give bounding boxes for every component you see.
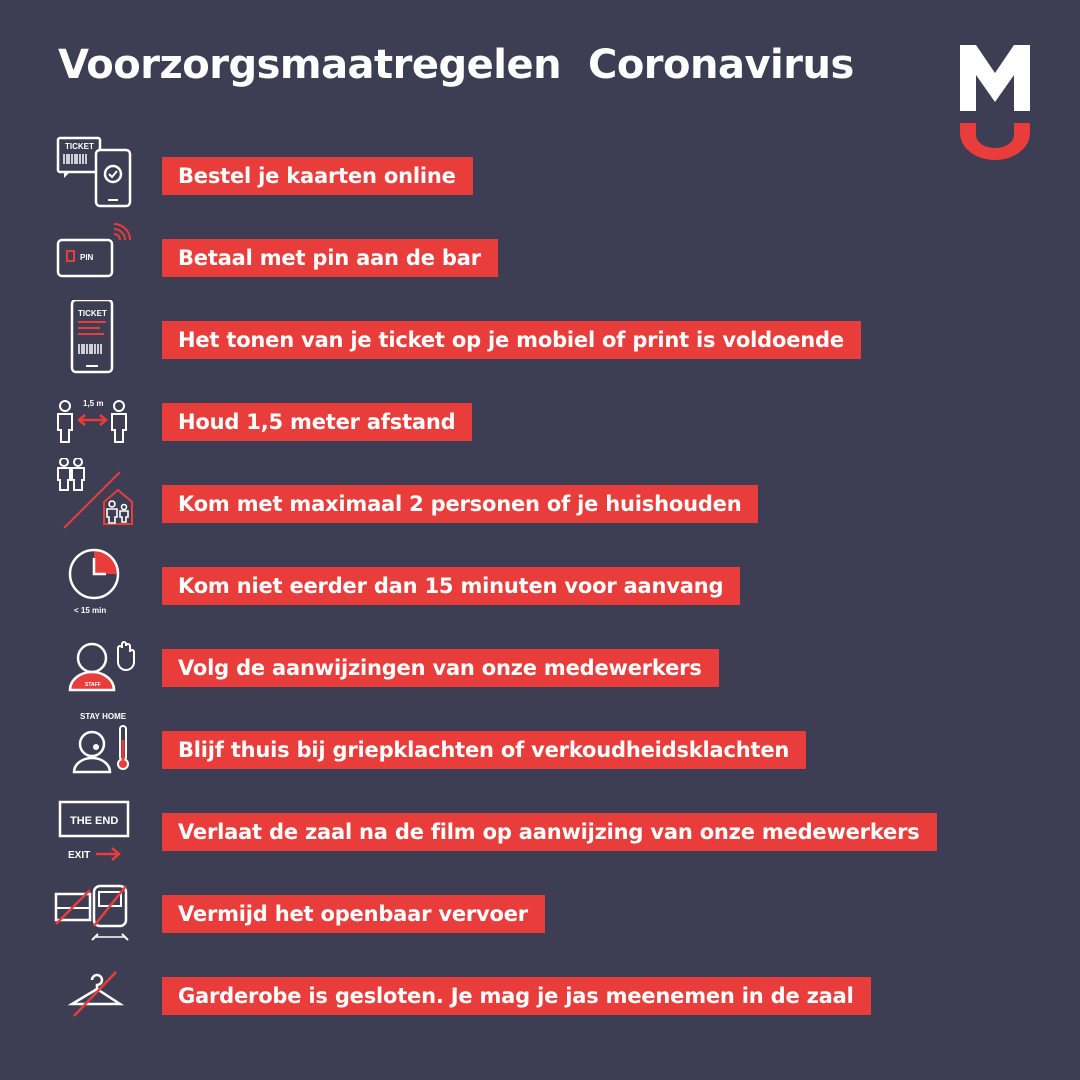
- rule-row: [0, 300, 1080, 382]
- svg-text:TICKET: TICKET: [65, 142, 94, 151]
- svg-text:< 15 min: < 15 min: [74, 606, 107, 615]
- mobile-ticket-icon: [50, 300, 140, 382]
- rule-label: Kom niet eerder dan 15 minuten voor aanvang: [162, 567, 740, 605]
- sick-person-icon: [50, 710, 140, 792]
- household-icon: [50, 464, 140, 546]
- rule-row: [0, 136, 1080, 218]
- rule-label: Vermijd het openbaar vervoer: [162, 895, 545, 933]
- ticket-phone-icon: [50, 136, 140, 218]
- svg-text:STAY HOME: STAY HOME: [80, 712, 127, 721]
- svg-text:EXIT: EXIT: [68, 850, 91, 861]
- rule-label: Volg de aanwijzingen van onze medewerkers: [162, 649, 719, 687]
- rule-label: Houd 1,5 meter afstand: [162, 403, 472, 441]
- rule-row: [0, 628, 1080, 710]
- rule-row: [0, 710, 1080, 792]
- no-coat-hanger-icon: [50, 956, 140, 1038]
- rule-row: [0, 464, 1080, 546]
- exit-screen-icon: [50, 792, 140, 874]
- rule-label: Het tonen van je ticket op je mobiel of print is voldoende: [162, 321, 861, 359]
- rule-row: [0, 792, 1080, 874]
- rule-row: [0, 218, 1080, 300]
- svg-text:1,5 m: 1,5 m: [83, 399, 104, 408]
- staff-hand-icon: [50, 628, 140, 710]
- svg-text:PIN: PIN: [80, 253, 94, 262]
- rule-label: Betaal met pin aan de bar: [162, 239, 498, 277]
- rule-label: Verlaat de zaal na de film op aanwijzing van onze medewerkers: [162, 813, 937, 851]
- rule-label: Bestel je kaarten online: [162, 157, 473, 195]
- no-public-transport-icon: [50, 874, 140, 956]
- rule-label: Kom met maximaal 2 personen of je huishouden: [162, 485, 758, 523]
- rule-row: [0, 546, 1080, 628]
- contactless-card-icon: [50, 218, 140, 300]
- rule-row: [0, 382, 1080, 464]
- svg-text:TICKET: TICKET: [78, 309, 107, 318]
- rule-label: Blijf thuis bij griepklachten of verkoudheidsklachten: [162, 731, 806, 769]
- rule-row: [0, 956, 1080, 1038]
- svg-text:THE END: THE END: [70, 815, 119, 827]
- distance-people-icon: [50, 382, 140, 464]
- rule-row: [0, 874, 1080, 956]
- rule-label: Garderobe is gesloten. Je mag je jas meenemen in de zaal: [162, 977, 871, 1015]
- clock-icon: [50, 546, 140, 628]
- svg-text:STAFF: STAFF: [85, 682, 101, 688]
- page-title: Voorzorgsmaatregelen Coronavirus: [58, 42, 854, 88]
